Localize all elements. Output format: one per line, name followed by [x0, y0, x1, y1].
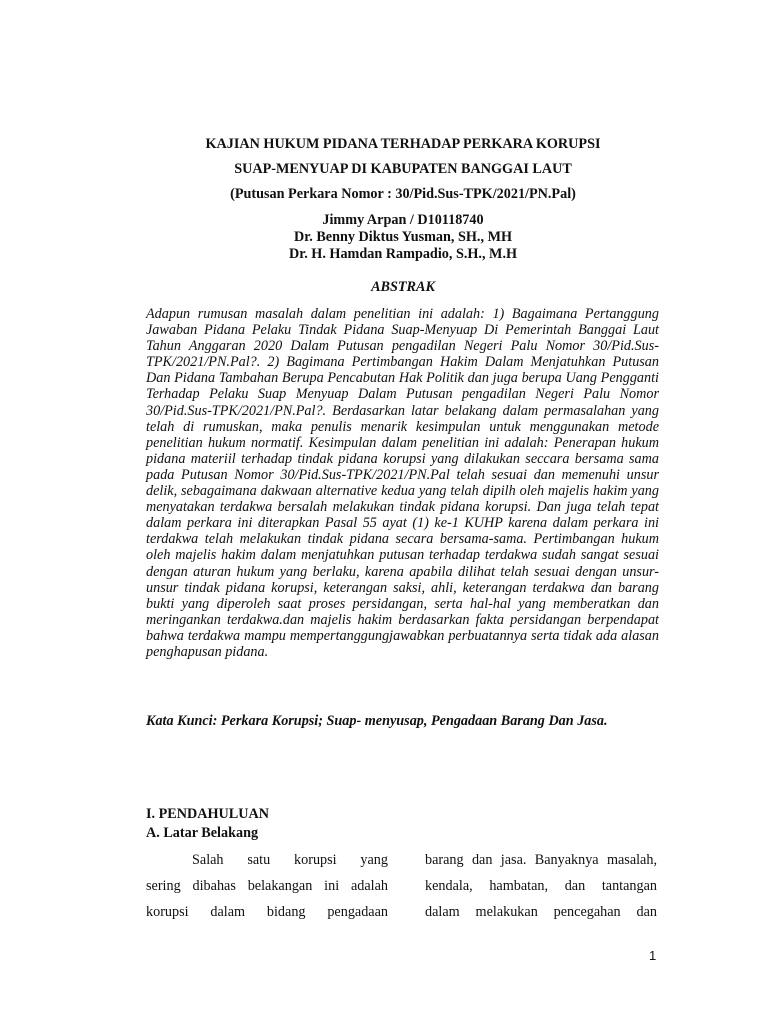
body-column-left [146, 847, 388, 925]
abstract-body: Adapun rumusan masalah dalam penelitian ini adalah: 1) Bagaimana Pertanggung Jawaban Pidana Pelaku Tindak Pidana Suap-Menyuap Di Pemerintah Banggai Laut Tahun Anggaran 2020 Dalam Putusan pengadilan Negeri Palu Nomor 30/Pid.Sus-TPK/2021/PN.Pal?. 2) Bagimana Pertimbangan Hakim Dalam Menjatuhkan Putusan Dan Pidana Tambahan Berupa Pencabutan Hak Politik dan juga berupa Uang Pengganti Terhadap Pelaku Suap Menyuap Dalam Putusan pengadilan Negeri Palu Nomor 30/Pid.Sus-TPK/2021/PN.Pal?. Berdasarkan latar belakang dalam permasalahan yang telah di rumuskan, maka penulis menarik kesimpulan untuk menggunakan metode penelitian hukum normatif. Kesimpulan dalam penelitian ini adalah: Penerapan hukum pidana materiil terhadap tindak pidana korupsi yang dilakukan seccara bersama sama pada Putusan Nomor 30/Pid.Sus-TPK/2021/PN.Pal telah sesuai dan memenuhi unsur delik, sebagaimana dakwaan alternative kedua yang telah dipilh oleh majelis hakim yang menyatakan terdakwa bersalah melakukan tindak pidana korupsi. Dan juga telah tepat dalam perkara ini diterapkan Pasal 55 ayat (1) ke-1 KUHP karena dalam perkara ini terdakwa telah melakukan tindak pidana secara bersama-sama. Pertimbangan hukum oleh majelis hakim dalam menjatuhkan putusan terhadap terdakwa sudah sangat sesuai dengan aturan hukum yang berlaku, karena apabila dilihat telah sesuai dengan unsur-unsur tindak pidana korupsi, keterangan saksi, ahli, keterangan terdakwa dan barang bukti yang diperoleh saat proses persidangan, serta hal-hal yang memberatkan dan meringankan terdakwa.dan majelis hakim berdasarkan fakta persidangan berpendapat bahwa terdakwa mampu mempertanggungjawabkan perbuatannya serta tidak ada alasan penghapusan pidana. [146, 306, 659, 660]
author-supervisor-1: Dr. Benny Diktus Yusman, SH., MH [294, 229, 512, 245]
body-line: Salah satu korupsi yang [192, 852, 388, 868]
body-line: dalam melakukan pencegahan dan [425, 904, 657, 920]
author-supervisor-2: Dr. H. Hamdan Rampadio, S.H., M.H [288, 246, 518, 262]
body-column-right [425, 847, 657, 925]
body-line: kendala, hambatan, dan tantangan [425, 878, 657, 894]
paper-title-line-2: SUAP-MENYUAP DI KABUPATEN BANGGAI LAUT [234, 161, 572, 177]
body-line: sering dibahas belakangan ini adalah [146, 878, 388, 894]
abstract-heading: ABSTRAK [371, 279, 435, 295]
author-list [120, 212, 686, 263]
author-student: Jimmy Arpan / D10118740 [322, 212, 484, 228]
paper-title-line-1: KAJIAN HUKUM PIDANA TERHADAP PERKARA KORUPSI [205, 136, 601, 152]
keywords: Kata Kunci: Perkara Korupsi; Suap- menyusap, Pengadaan Barang Dan Jasa. [146, 713, 608, 729]
case-reference: (Putusan Perkara Nomor : 30/Pid.Sus-TPK/2021/PN.Pal) [230, 186, 576, 202]
section-heading: I. PENDAHULUAN [146, 806, 269, 822]
page-number: 1 [649, 948, 657, 963]
body-line: barang dan jasa. Banyaknya masalah, [425, 852, 657, 868]
body-line: korupsi dalam bidang pengadaan [146, 904, 388, 920]
subsection-heading: A. Latar Belakang [146, 825, 259, 841]
